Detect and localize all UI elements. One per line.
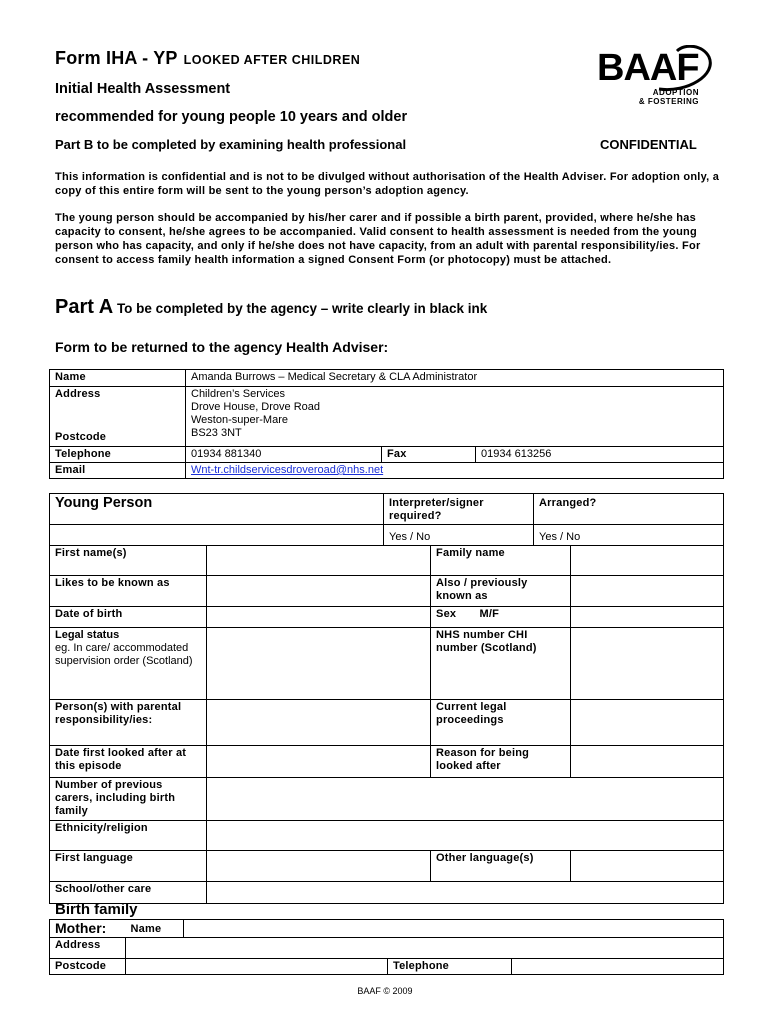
young-person-title: Young Person xyxy=(50,494,384,525)
legal-status-cell xyxy=(50,628,207,700)
adviser-name-label: Name xyxy=(50,370,186,387)
adviser-address-label-cell xyxy=(50,387,186,447)
arranged-yes-no[interactable]: Yes / No xyxy=(534,525,724,546)
footer-copyright: BAAF © 2009 xyxy=(357,986,413,996)
mother-address-field[interactable] xyxy=(126,938,724,959)
logo-wordmark: BAAF xyxy=(597,47,699,89)
mother-address-label: Address xyxy=(50,938,126,959)
reason-looked-after-label: Reason for being looked after xyxy=(431,746,571,778)
adviser-fax-label: Fax xyxy=(382,447,476,463)
part-a-label: Part A xyxy=(55,296,114,318)
young-person-table xyxy=(49,493,724,904)
adviser-telephone-value: 01934 881340 xyxy=(186,447,382,463)
address-line-1: Children’s Services xyxy=(191,388,285,400)
first-language-label: First language xyxy=(50,851,207,882)
young-person-blank[interactable] xyxy=(50,525,384,546)
sex-field[interactable] xyxy=(571,607,724,628)
also-known-label: Also / previously known as xyxy=(431,576,571,607)
nhs-number-label: NHS number CHI number (Scotland) xyxy=(431,628,571,700)
confidential-label: CONFIDENTIAL xyxy=(600,137,697,152)
legal-proceedings-field[interactable] xyxy=(571,700,724,746)
mother-postcode-field[interactable] xyxy=(126,959,388,975)
date-first-looked-after-field[interactable] xyxy=(207,746,431,778)
adviser-email-link[interactable]: Wnt-tr.childservicesdroveroad@nhs.net xyxy=(191,464,384,476)
adviser-email-label: Email xyxy=(50,463,186,479)
address-line-3: Weston-super-Mare xyxy=(191,414,288,426)
adviser-address-value xyxy=(186,387,724,447)
adviser-fax-value: 01934 613256 xyxy=(476,447,724,463)
parental-responsibility-label: Person(s) with parental responsibility/ies: xyxy=(50,700,207,746)
reason-looked-after-field[interactable] xyxy=(571,746,724,778)
form-subtitle: LOOKED AFTER CHILDREN xyxy=(183,53,361,67)
family-name-field[interactable] xyxy=(571,546,724,576)
adviser-postcode-label: Postcode xyxy=(55,431,107,443)
interpreter-label: Interpreter/signer required? xyxy=(384,494,534,525)
sex-label-cell xyxy=(431,607,571,628)
known-as-field[interactable] xyxy=(207,576,431,607)
baaf-logo xyxy=(597,45,725,110)
nhs-number-field[interactable] xyxy=(571,628,724,700)
adviser-address-label: Address xyxy=(55,388,101,400)
birth-family-table xyxy=(49,919,724,975)
initial-health-assessment-heading: Initial Health Assessment xyxy=(55,81,231,97)
adviser-table xyxy=(49,369,724,479)
family-name-label: Family name xyxy=(431,546,571,576)
adviser-telephone-label: Telephone xyxy=(50,447,186,463)
form-title-text: Form IHA - YP xyxy=(55,48,178,68)
first-names-field[interactable] xyxy=(207,546,431,576)
adviser-email-cell xyxy=(186,463,724,479)
part-a-instruction: To be completed by the agency – write clearly in black ink xyxy=(116,301,488,316)
also-known-field[interactable] xyxy=(571,576,724,607)
mother-name-field[interactable] xyxy=(184,920,724,938)
confidentiality-paragraph: This information is confidential and is not to be divulged without authorisation of the Health Adviser. For adoption only, a copy of this entire form will be sent to the young person’s adoption agency. xyxy=(55,171,720,197)
mother-postcode-label: Postcode xyxy=(50,959,126,975)
mother-telephone-label: Telephone xyxy=(388,959,512,975)
dob-field[interactable] xyxy=(207,607,431,628)
mother-label: Mother: xyxy=(50,920,126,938)
birth-family-heading: Birth family xyxy=(55,901,138,918)
interpreter-yes-no[interactable]: Yes / No xyxy=(384,525,534,546)
previous-carers-field[interactable] xyxy=(207,778,724,821)
form-title xyxy=(55,48,360,69)
legal-status-note: eg. In care/ accommodated supervision order (Scotland) xyxy=(55,642,193,667)
previous-carers-label: Number of previous carers, including birth family xyxy=(50,778,207,821)
known-as-label: Likes to be known as xyxy=(50,576,207,607)
arranged-label: Arranged? xyxy=(534,494,724,525)
legal-status-field[interactable] xyxy=(207,628,431,700)
logo-sub-adoption: ADOPTION xyxy=(652,88,699,97)
address-line-2: Drove House, Drove Road xyxy=(191,401,321,413)
other-languages-label: Other language(s) xyxy=(431,851,571,882)
part-b-note: Part B to be completed by examining health professional xyxy=(55,137,407,152)
legal-status-label: Legal status xyxy=(55,629,120,641)
mother-telephone-field[interactable] xyxy=(512,959,724,975)
mother-name-label: Name xyxy=(126,920,184,938)
legal-proceedings-label: Current legal proceedings xyxy=(431,700,571,746)
ethnicity-label: Ethnicity/religion xyxy=(50,821,207,851)
sex-options: M/F xyxy=(479,608,500,620)
consent-paragraph: The young person should be accompanied by his/her carer and if possible a birth parent, provided, where he/she has capacity to consent, he/she agrees to be accompanied. Valid consent to health assessment is needed from the young person who has capacity, and only if he/she does not have capacity, from an adult with parental responsibility/ies. For consent to access family health information a signed Consent Form (or photocopy) must be attached. xyxy=(55,212,701,266)
other-languages-field[interactable] xyxy=(571,851,724,882)
adviser-name-value: Amanda Burrows – Medical Secretary & CLA Administrator xyxy=(186,370,724,387)
return-heading: Form to be returned to the agency Health Adviser: xyxy=(55,339,389,355)
dob-label: Date of birth xyxy=(50,607,207,628)
first-language-field[interactable] xyxy=(207,851,431,882)
school-label: School/other care xyxy=(50,882,207,904)
school-field[interactable] xyxy=(207,882,724,904)
parental-responsibility-field[interactable] xyxy=(207,700,431,746)
ethnicity-field[interactable] xyxy=(207,821,724,851)
first-names-label: First name(s) xyxy=(50,546,207,576)
part-a-heading xyxy=(55,296,487,319)
sex-label: Sex xyxy=(436,608,457,620)
age-recommendation-heading: recommended for young people 10 years and older xyxy=(55,109,408,125)
adviser-postcode-value: BS23 3NT xyxy=(191,427,242,439)
date-first-looked-after-label: Date first looked after at this episode xyxy=(50,746,207,778)
logo-sub-fostering: & FOSTERING xyxy=(638,97,699,106)
